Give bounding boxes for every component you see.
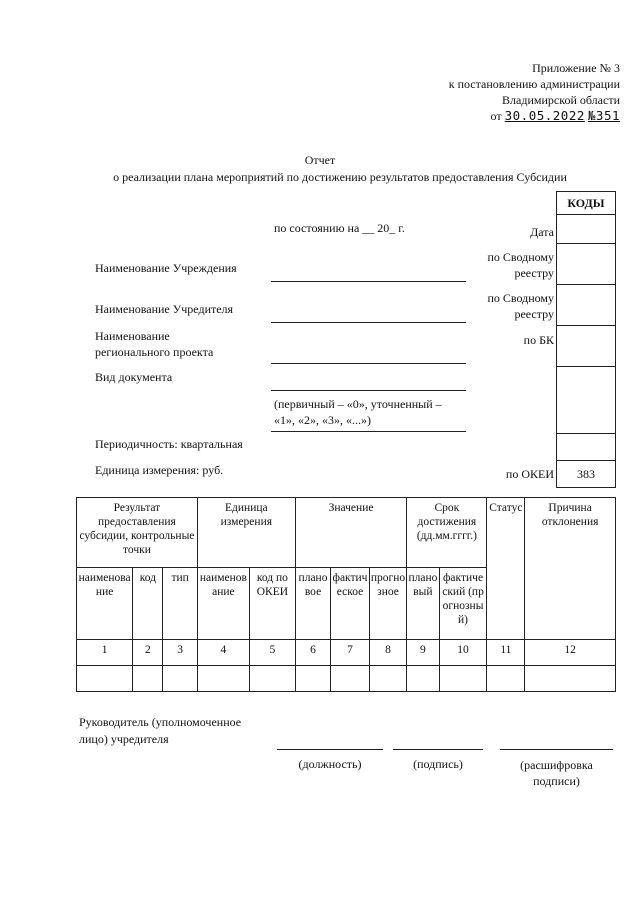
doc-type-hint-line xyxy=(271,431,466,432)
sub-unit-name: наименование xyxy=(197,568,249,640)
annex-header xyxy=(320,60,620,124)
sub-forecast: прогнозное xyxy=(369,568,407,640)
col-num: 5 xyxy=(249,640,295,666)
signatory xyxy=(79,714,241,748)
sub-code: код xyxy=(133,568,163,640)
code-cell-founder xyxy=(556,284,616,326)
decode-line xyxy=(500,749,613,750)
signature-caption: (подпись) xyxy=(413,757,463,771)
code-cell-inst xyxy=(556,243,616,285)
project-line xyxy=(271,363,466,364)
date-label: Дата xyxy=(530,225,554,239)
bk-label: по БК xyxy=(523,333,554,347)
signatory-line-1: Руководитель (уполномоченное xyxy=(79,715,242,729)
doc-type-hint-2: «1», «2», «3», «...») xyxy=(274,413,371,427)
col-num: 7 xyxy=(331,640,370,666)
col-num: 8 xyxy=(369,640,407,666)
code-cell-doctype xyxy=(556,366,616,434)
institution-line xyxy=(271,281,466,282)
sub-type: тип xyxy=(163,568,197,640)
doc-type-hint-1: (первичный – «0», уточненный – xyxy=(274,397,442,411)
header-result: Результат предоставления субсидии, контрольные точки xyxy=(77,498,198,568)
table-cell xyxy=(487,666,525,692)
header-value: Значение xyxy=(295,498,406,568)
annex-from: от xyxy=(490,109,502,123)
table-cell xyxy=(525,666,616,692)
institution-label: Наименование Учреждения xyxy=(95,261,237,275)
project-label-1: Наименование xyxy=(95,329,170,343)
col-num: 11 xyxy=(487,640,525,666)
doc-type-line xyxy=(271,390,466,391)
unit-of-measure: Единица измерения: руб. xyxy=(95,463,224,477)
sub-term-actual: фактический (прогнозный) xyxy=(439,568,487,640)
table-cell xyxy=(407,666,439,692)
table-cell xyxy=(133,666,163,692)
svod-label-2: по Сводному реестру xyxy=(487,291,554,321)
periodicity: Периодичность: квартальная xyxy=(95,437,243,451)
table-row xyxy=(77,666,616,692)
code-cell-okei: 383 xyxy=(556,460,616,488)
doc-subtitle: о реализации плана мероприятий по достижению результатов предоставления Субсидии xyxy=(113,170,567,184)
signatory-line-2: лицо) учредителя xyxy=(79,732,169,746)
col-num: 6 xyxy=(295,640,330,666)
table-cell xyxy=(369,666,407,692)
project-label-2: регионального проекта xyxy=(95,345,214,359)
position-line xyxy=(277,749,383,750)
okei-label: по ОКЕИ xyxy=(505,467,554,481)
header-term: Срок достижения (дд.мм.гггг.) xyxy=(407,498,487,568)
col-num: 9 xyxy=(407,640,439,666)
header-unit: Единица измерения xyxy=(197,498,295,568)
annex-date-line xyxy=(320,108,620,124)
col-num: 10 xyxy=(439,640,487,666)
sub-okei: код по ОКЕИ xyxy=(249,568,295,640)
position-caption: (должность) xyxy=(298,757,362,771)
code-cell-bk xyxy=(556,325,616,367)
doc-title: Отчет xyxy=(304,153,336,167)
svod-label-1: по Сводному реестру xyxy=(487,250,554,280)
doc-type-hint xyxy=(274,396,442,428)
table-cell xyxy=(331,666,370,692)
col-num: 4 xyxy=(197,640,249,666)
sub-planned: плановое xyxy=(295,568,330,640)
table-cell xyxy=(77,666,133,692)
signature-line xyxy=(393,749,483,750)
report-table xyxy=(76,497,616,692)
table-cell xyxy=(249,666,295,692)
col-num: 3 xyxy=(163,640,197,666)
table-cell xyxy=(163,666,197,692)
col-num: 12 xyxy=(525,640,616,666)
annex-number: Приложение № 3 xyxy=(532,61,620,75)
sub-name: наименование xyxy=(77,568,133,640)
col-num: 2 xyxy=(133,640,163,666)
table-cell xyxy=(295,666,330,692)
sub-actual: фактическое xyxy=(331,568,370,640)
annex-region: Владимирской области xyxy=(502,93,620,107)
header-reason: Причина отклонения xyxy=(525,498,616,640)
sub-term-planned: плановый xyxy=(407,568,439,640)
annex-date: 30.05.2022 xyxy=(504,108,585,123)
codes-header: КОДЫ xyxy=(556,191,616,215)
col-num: 1 xyxy=(77,640,133,666)
code-cell-date xyxy=(556,214,616,244)
table-cell xyxy=(197,666,249,692)
annex-ref: к постановлению администрации xyxy=(448,77,620,91)
doc-type-label: Вид документа xyxy=(95,370,173,384)
founder-line xyxy=(271,322,466,323)
decode-caption: (расшифровка подписи) xyxy=(520,758,593,788)
project-label xyxy=(95,328,213,360)
header-status: Статус xyxy=(487,498,525,640)
table-cell xyxy=(439,666,487,692)
as-of-date: по состоянию на __ 20_ г. xyxy=(274,221,405,235)
annex-num: №351 xyxy=(587,108,620,123)
founder-label: Наименование Учредителя xyxy=(95,302,234,316)
table-number-row xyxy=(77,640,616,666)
code-cell-period xyxy=(556,433,616,461)
